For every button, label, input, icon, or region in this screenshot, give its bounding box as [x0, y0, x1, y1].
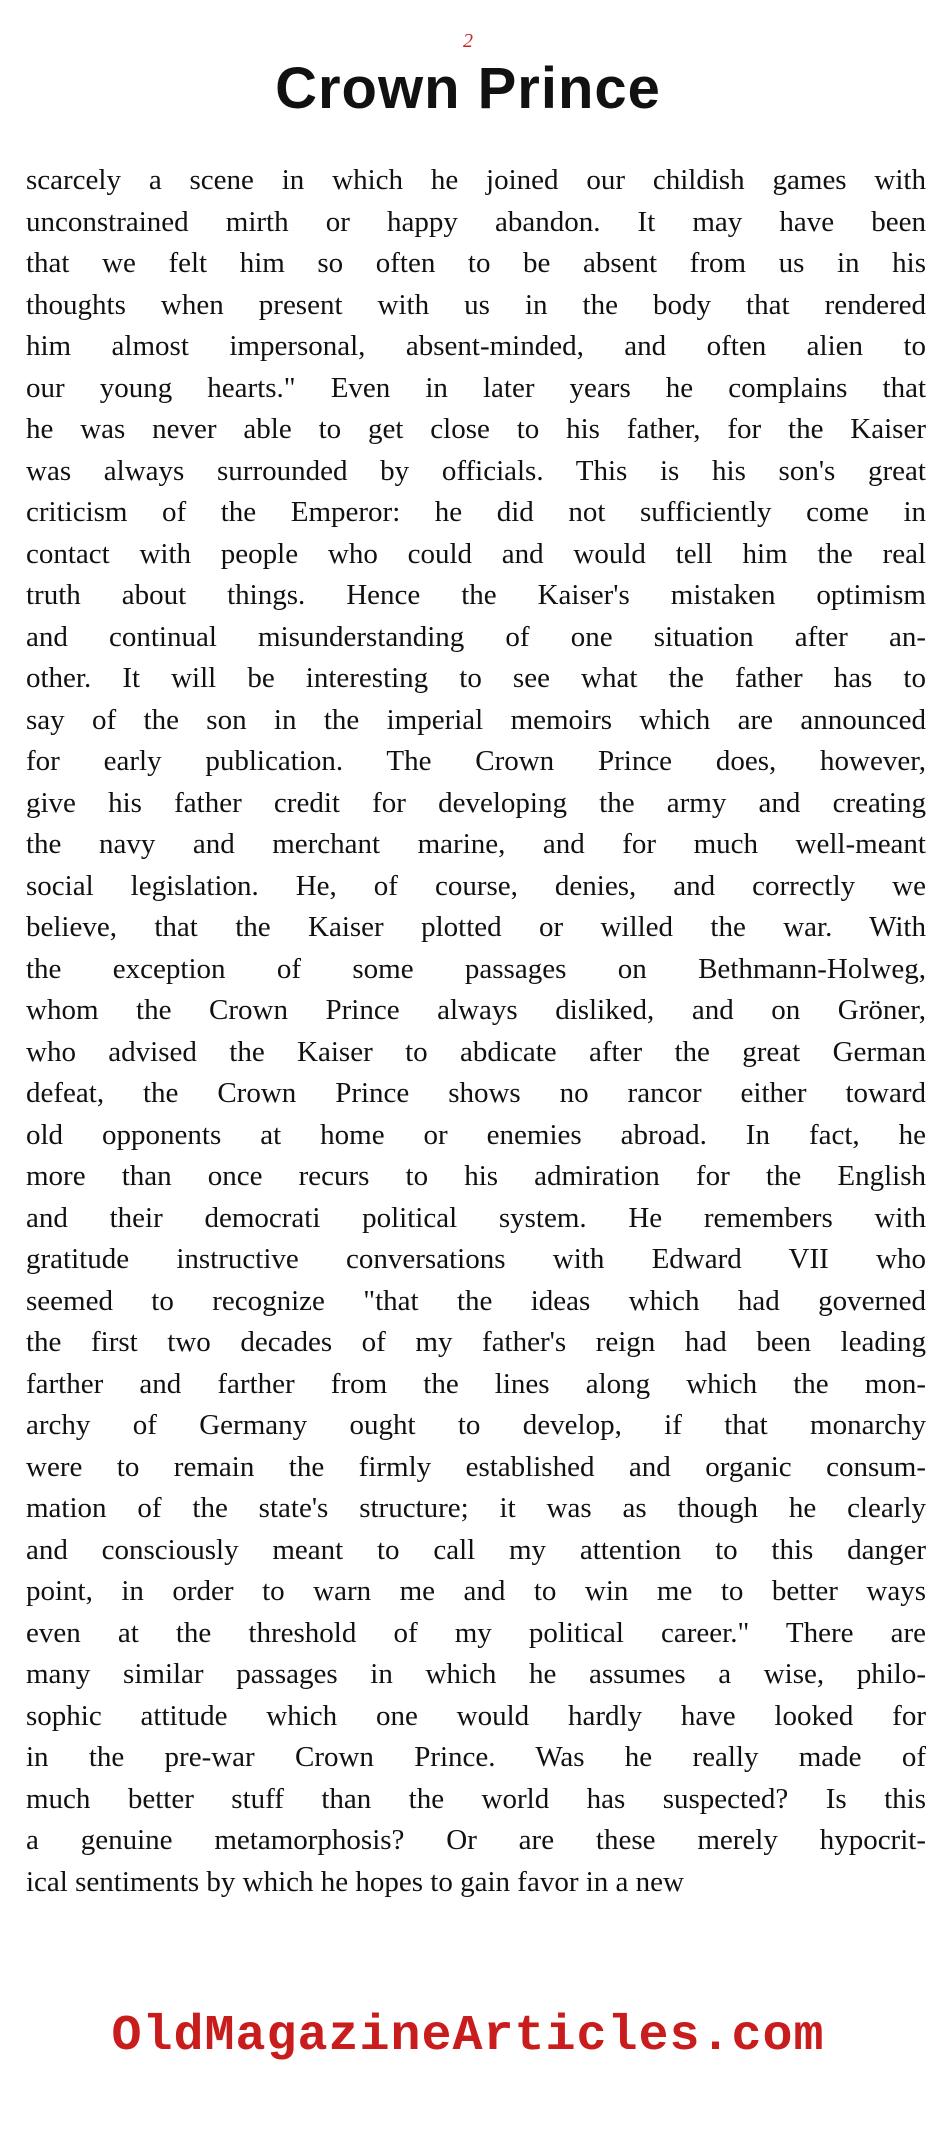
body-line: him almost impersonal, absent-minded, and often alien to: [26, 330, 926, 362]
body-line: in the pre-war Crown Prince. Was he really made of: [26, 1741, 926, 1773]
body-line: old opponents at home or enemies abroad. In fact, he: [26, 1118, 926, 1151]
body-line: say of the son in the imperial memoirs which are announced: [26, 703, 926, 736]
body-line: a genuine metamorphosis? Or are these merely hypocrit-: [26, 1824, 926, 1856]
body-line: give his father credit for developing the army and creating: [26, 786, 926, 819]
body-line: believe, that the Kaiser plotted or willed the war. With: [26, 911, 926, 943]
body-line: defeat, the Crown Prince shows no rancor either toward: [26, 1077, 926, 1109]
body-line: and continual misunderstanding of one situation after an-: [26, 620, 926, 653]
page-number: 2: [463, 30, 473, 52]
body-line: he was never able to get close to his father, for the Kaiser: [26, 413, 926, 445]
body-line: criticism of the Emperor: he did not sufficiently come in: [26, 496, 926, 528]
body-line: farther and farther from the lines along which the mon-: [26, 1367, 926, 1400]
body-line: and consciously meant to call my attention to this danger: [26, 1533, 926, 1566]
article-title: Crown Prince: [275, 56, 661, 121]
body-line: who advised the Kaiser to abdicate after the great German: [26, 1035, 926, 1068]
body-line: ical sentiments by which he hopes to gain favor in a new: [26, 1865, 684, 1898]
body-line: seemed to recognize "that the ideas which had governed: [26, 1284, 926, 1317]
body-line: social legislation. He, of course, denies, and correctly we: [26, 869, 926, 902]
body-line: scarcely a scene in which he joined our childish games with: [26, 164, 926, 196]
body-line: other. It will be interesting to see what the father has to: [26, 662, 926, 694]
body-line: much better stuff than the world has suspected? Is this: [26, 1782, 926, 1815]
body-line: was always surrounded by officials. This is his son's great: [26, 454, 926, 487]
body-line: mation of the state's structure; it was as though he clearly: [26, 1492, 926, 1524]
body-line: the exception of some passages on Bethmann-Holweg,: [26, 952, 926, 985]
body-line: truth about things. Hence the Kaiser's mistaken optimism: [26, 579, 926, 611]
body-line: even at the threshold of my political career." There are: [26, 1616, 926, 1649]
body-line: more than once recurs to his admiration for the English: [26, 1160, 926, 1192]
body-line: unconstrained mirth or happy abandon. It may have been: [26, 205, 926, 238]
body-line: for early publication. The Crown Prince does, however,: [26, 745, 926, 777]
body-line: thoughts when present with us in the body that rendered: [26, 288, 926, 321]
body-line: were to remain the firmly established and organic consum-: [26, 1450, 926, 1483]
body-line: the navy and merchant marine, and for much well-meant: [26, 828, 926, 860]
body-line: archy of Germany ought to develop, if that monarchy: [26, 1409, 926, 1441]
article-body: [26, 160, 926, 1903]
body-line: and their democrati political system. He remembers with: [26, 1201, 926, 1234]
site-watermark: OldMagazineArticles.com: [111, 2008, 825, 2065]
body-line: point, in order to warn me and to win me to better ways: [26, 1575, 926, 1607]
body-line: our young hearts." Even in later years he complains that: [26, 371, 926, 404]
body-line: many similar passages in which he assumes a wise, philo-: [26, 1658, 926, 1690]
body-line: sophic attitude which one would hardly have looked for: [26, 1699, 926, 1732]
body-line: whom the Crown Prince always disliked, and on Gröner,: [26, 994, 926, 1026]
body-line: the first two decades of my father's reign had been leading: [26, 1326, 926, 1358]
body-line: gratitude instructive conversations with Edward VII who: [26, 1243, 926, 1275]
body-line: that we felt him so often to be absent from us in his: [26, 247, 926, 279]
body-line: contact with people who could and would tell him the real: [26, 537, 926, 570]
